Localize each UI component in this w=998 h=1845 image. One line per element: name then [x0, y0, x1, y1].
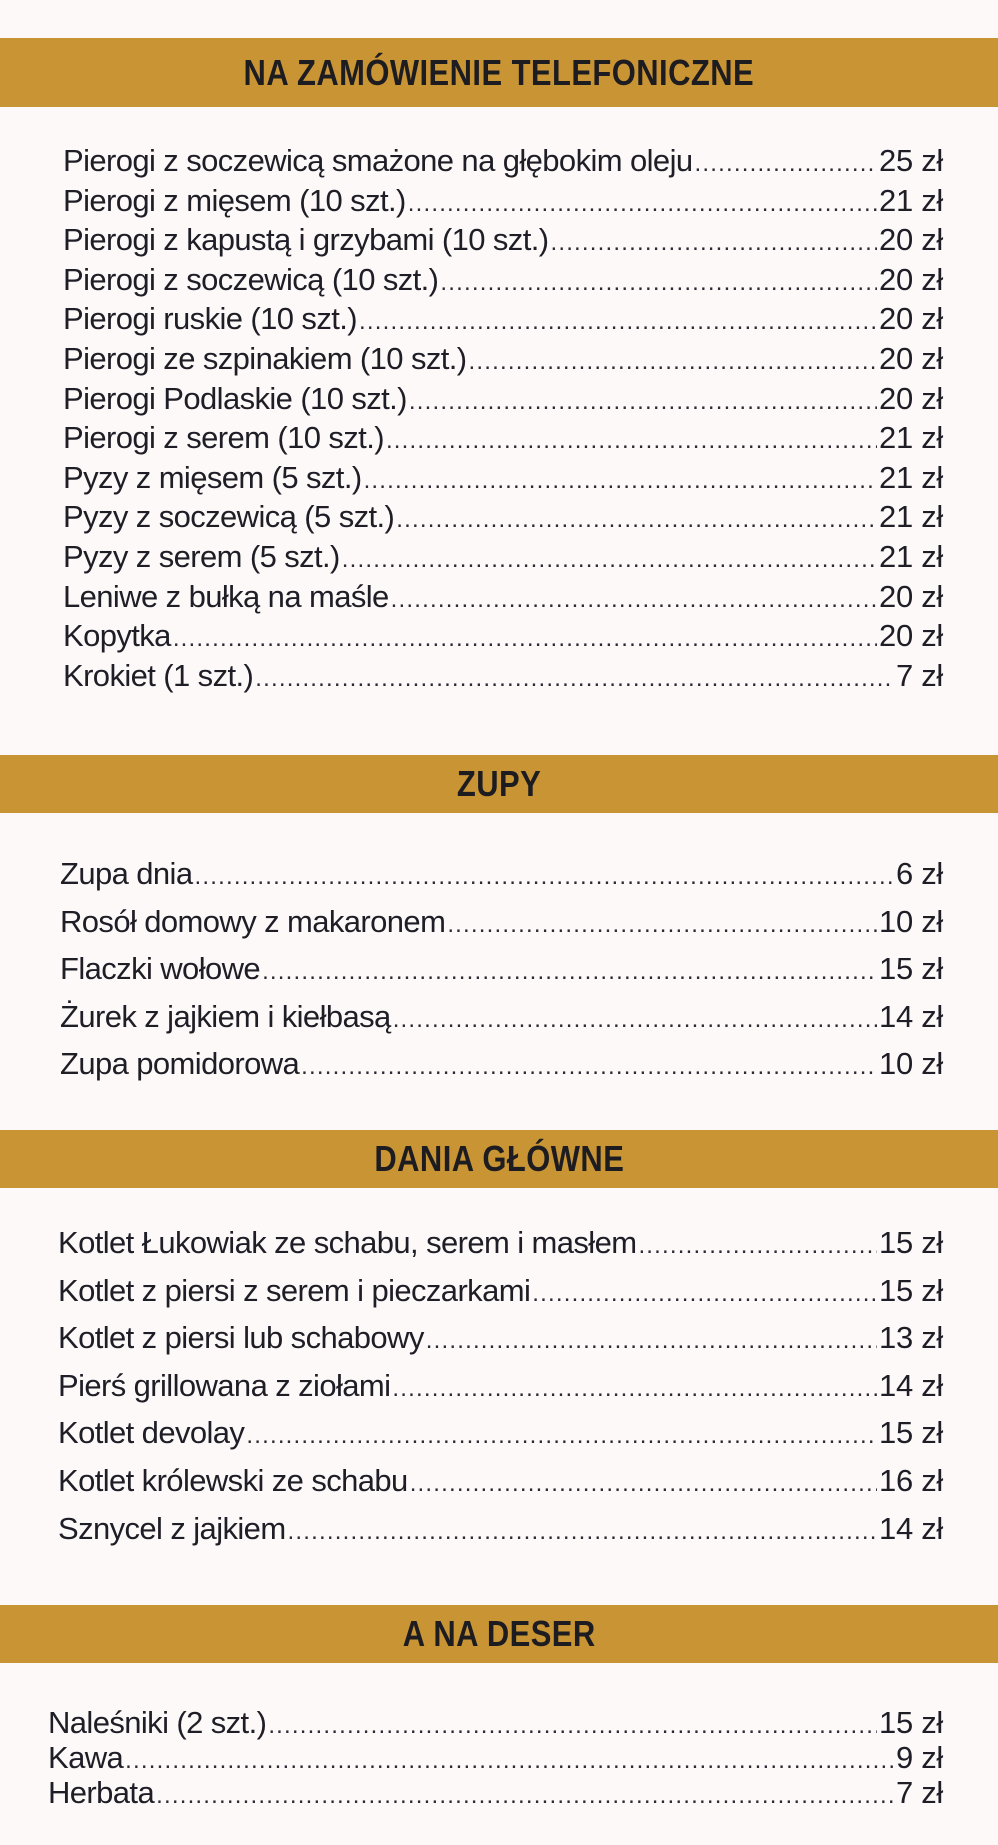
menu-item-price: 20 zł [879, 340, 943, 376]
menu-item-price: 10 zł [879, 1046, 943, 1081]
menu-item-name: Kotlet Łukowiak ze schabu, serem i masłem [58, 1225, 637, 1260]
dot-leader [342, 548, 877, 572]
dot-leader [695, 152, 878, 176]
menu-item-name: Kotlet z piersi z serem i pieczarkami [58, 1272, 531, 1308]
menu-item [60, 1048, 943, 1096]
menu-item [63, 657, 943, 700]
menu-item [60, 903, 943, 954]
menu-item [63, 182, 943, 225]
section-header-zupy [0, 755, 998, 813]
menu-item [63, 303, 943, 343]
menu-item [63, 380, 943, 423]
dot-leader [393, 1008, 877, 1032]
dot-leader [638, 1234, 877, 1258]
menu-item-price: 6 zł [895, 856, 943, 891]
menu-item [48, 1777, 943, 1812]
menu-item-price: 7 zł [895, 657, 943, 693]
menu-item [58, 1367, 943, 1418]
menu-item-price: 20 zł [879, 222, 943, 258]
menu-item-name: Zupa pomidorowa [60, 1046, 300, 1081]
menu-item [63, 620, 943, 660]
menu-item-name: Krokiet (1 szt.) [63, 657, 254, 693]
menu-item-name: Kotlet devolay [58, 1415, 245, 1451]
menu-item [63, 224, 943, 264]
menu-list-telefoniczne [63, 145, 943, 699]
menu-item-price: 9 zł [895, 1740, 943, 1775]
menu-item [48, 1707, 943, 1742]
menu-item-name: Pyzy z soczewicą (5 szt.) [63, 499, 395, 535]
menu-item-name: Pierogi z soczewicą (10 szt.) [63, 261, 439, 297]
dot-leader [386, 429, 877, 453]
menu-item-price: 14 zł [879, 1510, 943, 1546]
menu-item-name: Pierogi ze szpinakiem (10 szt.) [63, 340, 467, 376]
menu-item-name: Pierogi z soczewicą smażone na głębokim oleju [63, 143, 693, 178]
menu-item-name: Herbata [48, 1775, 155, 1810]
menu-list-dania-glowne [58, 1227, 943, 1560]
menu-item-price: 20 zł [879, 261, 943, 297]
menu-item-name: Kotlet królewski ze schabu [58, 1462, 408, 1498]
dot-leader [246, 1424, 877, 1448]
menu-item-name: Pierogi ruskie (10 szt.) [63, 301, 357, 337]
menu-item-price: 21 zł [879, 420, 943, 456]
menu-list-deser [48, 1707, 943, 1812]
menu-item [60, 858, 943, 906]
menu-item [58, 1227, 943, 1275]
menu-item-name: Pierogi Podlaskie (10 szt.) [63, 380, 407, 416]
menu-item-name: Kotlet z piersi lub schabowy [58, 1320, 424, 1356]
dot-leader [173, 627, 877, 651]
dot-leader [408, 192, 877, 216]
menu-item-name: Pyzy z serem (5 szt.) [63, 538, 340, 574]
menu-item [63, 145, 943, 185]
menu-item [63, 578, 943, 621]
dot-leader [392, 1377, 877, 1401]
dot-leader [447, 913, 877, 937]
menu-item [58, 1462, 943, 1513]
menu-item-name: Kopytka [63, 618, 171, 654]
menu-item-name: Pierogi z serem (10 szt.) [63, 420, 384, 456]
menu-item-price: 21 zł [879, 182, 943, 218]
menu-item-price: 20 zł [879, 618, 943, 654]
menu-item-name: Pierogi z mięsem (10 szt.) [63, 182, 406, 218]
menu-item [58, 1272, 943, 1323]
menu-item-price: 10 zł [879, 903, 943, 939]
dot-leader [396, 508, 877, 532]
menu-item [48, 1742, 943, 1777]
menu-item-price: 16 zł [879, 1462, 943, 1498]
dot-leader [288, 1520, 877, 1544]
menu-item-price: 20 zł [879, 578, 943, 614]
dot-leader [255, 667, 894, 691]
menu-item-name: Sznycel z jajkiem [58, 1510, 286, 1546]
dot-leader [426, 1329, 877, 1353]
menu-item-price: 15 zł [879, 1415, 943, 1451]
section-header-dania-glowne [0, 1130, 998, 1188]
menu-item [63, 538, 943, 581]
dot-leader [532, 1282, 877, 1306]
section-title: ZUPY [456, 763, 542, 804]
dot-leader [409, 390, 877, 414]
menu-item-name: Naleśniki (2 szt.) [48, 1705, 267, 1740]
menu-item-name: Pierś grillowana z ziołami [58, 1367, 391, 1403]
menu-item-price: 21 zł [879, 538, 943, 574]
section-header-telefoniczne [0, 38, 998, 107]
dot-leader [268, 1714, 877, 1738]
menu-item-price: 25 zł [879, 143, 943, 178]
dot-leader [156, 1784, 894, 1808]
menu-item [60, 953, 943, 1001]
section-title: NA ZAMÓWIENIE TELEFONICZNE [243, 51, 755, 93]
menu-item [63, 501, 943, 541]
section-title: DANIA GŁÓWNE [374, 1138, 624, 1179]
menu-item-name: Pyzy z mięsem (5 szt.) [63, 459, 362, 495]
dot-leader [550, 231, 877, 255]
menu-item-price: 21 zł [879, 499, 943, 535]
menu-item-price: 15 zł [879, 1225, 943, 1260]
dot-leader [125, 1749, 894, 1773]
menu-item-price: 14 zł [879, 1367, 943, 1403]
dot-leader [391, 588, 877, 612]
menu-item-price: 15 zł [879, 1705, 943, 1740]
dot-leader [262, 960, 877, 984]
menu-item [58, 1417, 943, 1465]
menu-item-price: 15 zł [879, 951, 943, 986]
menu-item-name: Zupa dnia [60, 856, 193, 891]
menu-item-name: Leniwe z bułką na maśle [63, 578, 389, 614]
dot-leader [364, 469, 877, 493]
menu-item-price: 21 zł [879, 459, 943, 495]
menu-list-zupy [60, 858, 943, 1096]
menu-item-price: 14 zł [879, 998, 943, 1034]
menu-item-name: Żurek z jajkiem i kiełbasą [60, 998, 391, 1034]
dot-leader [410, 1472, 877, 1496]
section-header-deser [0, 1605, 998, 1663]
dot-leader [359, 310, 877, 334]
dot-leader [469, 350, 878, 374]
menu-item-name: Rosół domowy z makaronem [60, 903, 446, 939]
menu-item-price: 20 zł [879, 301, 943, 337]
menu-item [60, 998, 943, 1049]
menu-item [63, 459, 943, 502]
menu-item [58, 1510, 943, 1561]
menu-item-price: 20 zł [879, 380, 943, 416]
dot-leader [440, 271, 877, 295]
dot-leader [194, 865, 893, 889]
menu-item-price: 13 zł [879, 1320, 943, 1356]
menu-item [63, 261, 943, 304]
menu-item-name: Flaczki wołowe [60, 951, 261, 986]
menu-item-name: Kawa [48, 1740, 124, 1775]
dot-leader [301, 1055, 877, 1079]
section-title: A NA DESER [402, 1613, 596, 1654]
menu-item-price: 15 zł [879, 1272, 943, 1308]
menu-item [63, 340, 943, 383]
menu-item [58, 1322, 943, 1370]
menu-item [63, 422, 943, 462]
menu-item-price: 7 zł [895, 1775, 943, 1810]
menu-item-name: Pierogi z kapustą i grzybami (10 szt.) [63, 222, 549, 258]
